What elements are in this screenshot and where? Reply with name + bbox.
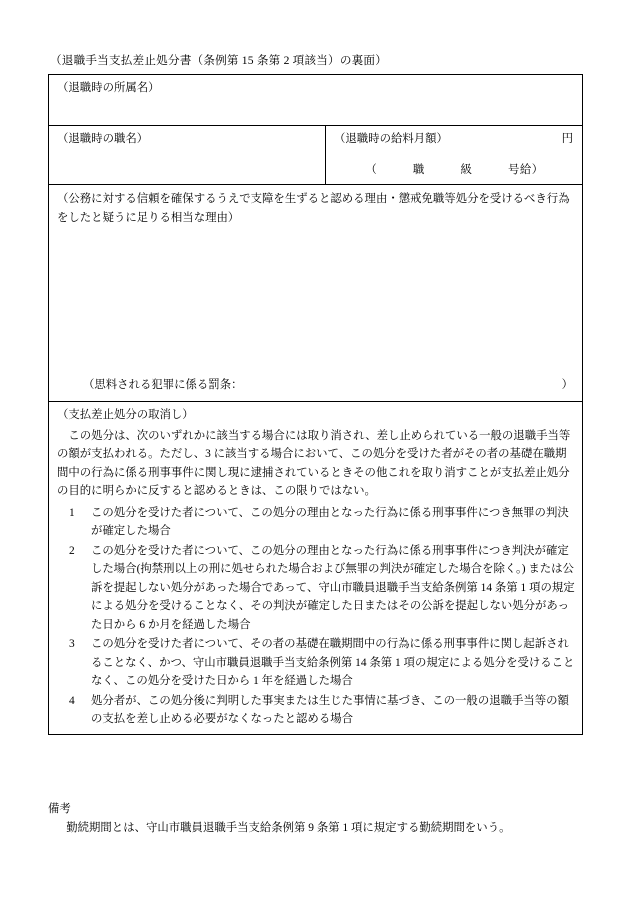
field-monthly-salary[interactable] xyxy=(326,126,583,185)
cancellation-section xyxy=(49,402,583,734)
list-item-number: 1 xyxy=(69,506,75,519)
list-item xyxy=(57,692,575,729)
page-title: （退職手当支払差止処分書（条例第 15 条第 2 項該当）の裏面） xyxy=(50,54,388,67)
salary-rank-line: （ 職 級 号給） xyxy=(365,163,544,176)
list-item xyxy=(57,504,575,541)
field-department[interactable]: （退職時の所属名） xyxy=(49,75,583,126)
reason-label: （公務に対する信頼を確保するうえで支障を生ずると認める理由・懲戒免職等処分を受けるべき行為をしたと疑うに足りる相当な理由） xyxy=(57,193,570,224)
penal-provision-line[interactable] xyxy=(83,377,573,395)
table-row xyxy=(49,185,583,402)
cancellation-paragraph: この処分は、次のいずれかに該当する場合には取り消され、差し止められている一般の退職手当等の額が支払われる。ただし、3 に該当する場合において、この処分を受けた者がその者の基礎在職期間中の行為に係る刑事事件に関し現に逮捕されているときその他これを取り消すことが支払差止処分の目的に明らかに反すると認めるときは、この限りではない。 xyxy=(57,430,571,498)
form-table-wrapper xyxy=(48,74,582,735)
list-item-text: この処分を受けた者について、この処分の理由となった行為に係る刑事事件につき無罪の判決が確定した場合 xyxy=(91,506,569,538)
table-row xyxy=(49,75,583,126)
notes-body: 勤続期間とは、守山市職員退職手当支給条例第 9 条第 1 項に規定する勤続期間をいう。 xyxy=(66,822,511,835)
penal-label: （思料される犯罪に係る罰条： xyxy=(83,378,243,391)
notes-section xyxy=(48,800,588,838)
form-table xyxy=(48,74,583,735)
cancellation-list xyxy=(57,504,575,729)
list-item-text: この処分を受けた者について、その者の基礎在職期間中の行為に係る刑事事件に関し起訴されることなく、かつ、守山市職員退職手当支給条例第 14 条第 1 項の規定による処分を受けることなく、この処分を受けた日から 1 年を経過した場合 xyxy=(91,638,575,688)
notes-label: 備考 xyxy=(48,803,71,815)
table-row xyxy=(49,402,583,734)
list-item xyxy=(57,542,575,634)
field-job-title[interactable]: （退職時の職名） xyxy=(49,126,326,185)
salary-label: （退職時の給料月額） xyxy=(334,133,448,145)
list-item-number: 3 xyxy=(69,638,75,651)
list-item xyxy=(57,635,575,690)
penal-close-paren: ） xyxy=(561,378,573,391)
field-reason[interactable] xyxy=(49,185,583,402)
list-item-text: この処分を受けた者について、この処分の理由となった行為に係る刑事事件につき判決が確定した場合(拘禁刑以上の刑に処せられた場合および無罪の判決が確定した場合を除く。) または公訴を提起しない処分があった場合であって、守山市職員退職手当支給条例第 14 条第 1 項の規定による処分を受けることなく、その判決が確定した日またはその公訴を提起しない処分があった日から 6 か月を経過した場合 xyxy=(91,544,575,631)
list-item-text: 処分者が、この処分後に判明した事実または生じた事情に基づき、この一般の退職手当等の額の支払を差し止める必要がなくなったと認める場合 xyxy=(91,694,569,726)
salary-unit: 円 xyxy=(561,133,573,145)
cancellation-heading: （支払差止処分の取消し） xyxy=(57,409,194,422)
list-item-number: 4 xyxy=(69,694,75,707)
table-row xyxy=(49,126,583,185)
list-item-number: 2 xyxy=(69,544,75,557)
